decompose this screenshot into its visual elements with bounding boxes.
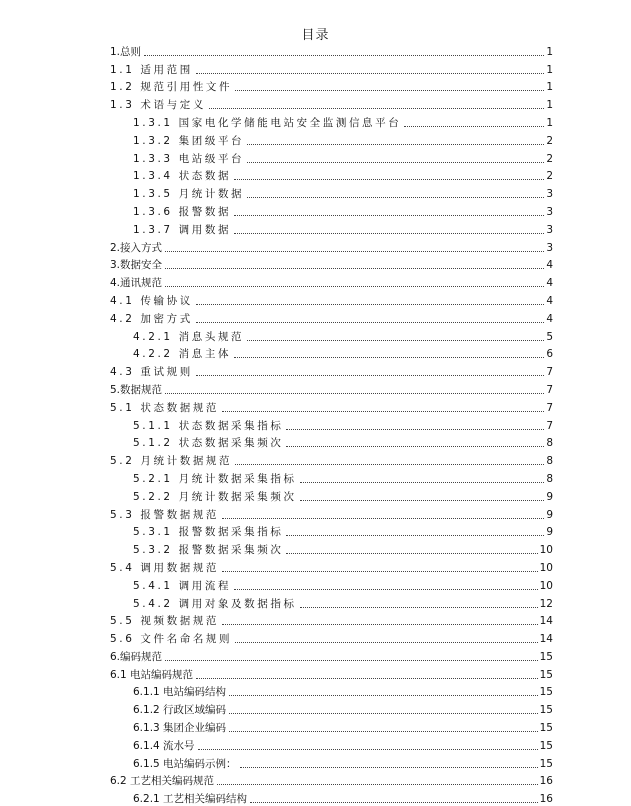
toc-leader-dots — [196, 322, 544, 323]
toc-entry-page-number: 3 — [546, 188, 553, 201]
toc-leader-dots — [286, 535, 544, 536]
toc-entry-page-number: 10 — [539, 544, 553, 557]
toc-entry-page-number: 2 — [546, 134, 553, 147]
toc-leader-dots — [165, 286, 544, 287]
toc-leader-dots — [222, 624, 538, 625]
toc-entry[interactable] — [110, 575, 553, 593]
toc-leader-dots — [300, 607, 538, 608]
toc-leader-dots — [198, 749, 538, 750]
toc-entry-page-number: 9 — [546, 490, 553, 503]
toc-entry-page-number: 9 — [546, 508, 553, 521]
toc-entry-page-number: 2 — [546, 152, 553, 165]
toc-title: 目录 — [301, 28, 330, 43]
toc-leader-dots — [286, 553, 537, 554]
toc-entry-page-number: 3 — [546, 241, 553, 254]
toc-entry-label: 5.4.1 调用流程 — [133, 579, 232, 592]
toc-entry-label: 1.3 术语与定义 — [110, 99, 206, 112]
toc-entry-label: 4.2.1 消息头规范 — [133, 330, 245, 343]
toc-entry[interactable] — [110, 237, 553, 255]
toc-entry-label: 4.3 重试规则 — [110, 366, 193, 379]
toc-leader-dots — [234, 215, 544, 216]
toc-entry-label: 4.2.2 消息主体 — [133, 348, 232, 361]
toc-entry[interactable] — [110, 450, 553, 468]
toc-entry-label: 1.3.2 集团级平台 — [133, 134, 245, 147]
toc-entry-label: 6.1 电站编码规范 — [110, 668, 194, 681]
toc-entry-page-number: 1 — [546, 45, 553, 58]
toc-entry-page-number: 7 — [546, 401, 553, 414]
toc-entry[interactable] — [110, 397, 553, 415]
toc-leader-dots — [247, 144, 544, 145]
toc-leader-dots — [222, 411, 544, 412]
toc-entry[interactable] — [110, 255, 553, 273]
toc-entry-page-number: 15 — [539, 722, 553, 735]
toc-entry[interactable] — [110, 415, 553, 433]
toc-entry-page-number: 16 — [539, 793, 553, 806]
toc-leader-dots — [235, 464, 544, 465]
toc-entry[interactable] — [110, 699, 553, 717]
toc-entry-page-number: 15 — [539, 704, 553, 717]
toc-entry[interactable] — [110, 219, 553, 237]
toc-leader-dots — [234, 233, 544, 234]
toc-entry-label: 1.总则 — [110, 45, 142, 58]
toc-entry-label: 5.3 报警数据规范 — [110, 508, 220, 521]
toc-entry-page-number: 7 — [546, 366, 553, 379]
toc-entry[interactable] — [110, 717, 553, 735]
toc-entry-label: 3.数据安全 — [110, 259, 163, 272]
toc-entry-label: 6.1.3 集团企业编码 — [133, 722, 227, 735]
toc-entry-page-number: 10 — [539, 579, 553, 592]
toc-leader-dots — [235, 642, 537, 643]
toc-leader-dots — [250, 802, 538, 803]
toc-entry-page-number: 7 — [546, 383, 553, 396]
toc-leader-dots — [217, 784, 538, 785]
toc-entry-label: 1.3.4 状态数据 — [133, 170, 232, 183]
toc-entry-label: 1.3.5 月统计数据 — [133, 188, 245, 201]
toc-entry-page-number: 3 — [546, 205, 553, 218]
toc-leader-dots — [404, 126, 544, 127]
toc-entry[interactable] — [110, 130, 553, 148]
toc-entry-label: 6.1.2 行政区域编码 — [133, 704, 227, 717]
toc-entry[interactable] — [110, 628, 553, 646]
toc-entry[interactable] — [110, 112, 553, 130]
toc-entry-label: 4.2 加密方式 — [110, 312, 193, 325]
toc-leader-dots — [286, 429, 544, 430]
toc-entry[interactable] — [110, 59, 553, 77]
toc-entry-page-number: 15 — [539, 739, 553, 752]
toc-leader-dots — [247, 197, 544, 198]
toc-entry-page-number: 8 — [546, 455, 553, 468]
toc-leader-dots — [229, 713, 538, 714]
toc-entry-page-number: 1 — [546, 81, 553, 94]
toc-leader-dots — [196, 678, 538, 679]
toc-entry-label: 5.数据规范 — [110, 383, 163, 396]
toc-entry[interactable] — [110, 94, 553, 112]
toc-list — [110, 41, 553, 806]
toc-entry-page-number: 4 — [546, 259, 553, 272]
toc-entry-page-number: 16 — [539, 775, 553, 788]
toc-leader-dots — [165, 393, 544, 394]
toc-entry-label: 5.6 文件名命名规则 — [110, 633, 233, 646]
toc-leader-dots — [165, 268, 544, 269]
toc-entry-page-number: 1 — [546, 116, 553, 129]
toc-entry-label: 5.5 视频数据规范 — [110, 615, 220, 628]
toc-entry-label: 6.2.1 工艺相关编码结构 — [133, 793, 248, 806]
toc-entry[interactable] — [110, 41, 553, 59]
toc-entry-page-number: 7 — [546, 419, 553, 432]
toc-entry-label: 5.4 调用数据规范 — [110, 561, 220, 574]
toc-entry[interactable] — [110, 504, 553, 522]
toc-entry-label: 5.2.1 月统计数据采集指标 — [133, 472, 297, 485]
toc-entry-label: 5.1 状态数据规范 — [110, 401, 220, 414]
toc-entry-label: 1.3.1 国家电化学储能电站安全监测信息平台 — [133, 116, 402, 129]
toc-entry[interactable] — [110, 166, 553, 184]
toc-leader-dots — [247, 162, 544, 163]
toc-leader-dots — [234, 179, 544, 180]
toc-leader-dots — [229, 731, 538, 732]
toc-leader-dots — [165, 251, 544, 252]
toc-entry-page-number: 14 — [539, 615, 553, 628]
toc-entry[interactable] — [110, 326, 553, 344]
toc-entry[interactable] — [110, 771, 553, 789]
toc-entry[interactable] — [110, 308, 553, 326]
toc-entry-page-number: 1 — [546, 99, 553, 112]
toc-entry-label: 5.3.2 报警数据采集频次 — [133, 544, 284, 557]
toc-entry-label: 2.接入方式 — [110, 241, 163, 254]
toc-leader-dots — [196, 375, 544, 376]
toc-entry-label: 1.1 适用范围 — [110, 63, 193, 76]
toc-entry-label: 4.通讯规范 — [110, 277, 163, 290]
toc-entry[interactable] — [110, 201, 553, 219]
toc-entry[interactable] — [110, 361, 553, 379]
toc-entry[interactable] — [110, 183, 553, 201]
toc-entry[interactable] — [110, 148, 553, 166]
toc-entry[interactable] — [110, 557, 553, 575]
toc-entry[interactable] — [110, 290, 553, 308]
toc-entry-label: 4.1 传输协议 — [110, 294, 193, 307]
toc-entry-page-number: 4 — [546, 294, 553, 307]
toc-leader-dots — [196, 73, 544, 74]
toc-leader-dots — [234, 589, 538, 590]
toc-leader-dots — [240, 767, 538, 768]
toc-entry[interactable] — [110, 77, 553, 95]
toc-entry-page-number: 15 — [539, 757, 553, 770]
toc-entry-page-number: 5 — [546, 330, 553, 343]
toc-entry-label: 5.1.1 状态数据采集指标 — [133, 419, 284, 432]
toc-entry-label: 6.1.1 电站编码结构 — [133, 686, 227, 699]
toc-entry-label: 5.2 月统计数据规范 — [110, 455, 233, 468]
toc-entry-label: 1.3.6 报警数据 — [133, 205, 232, 218]
toc-entry[interactable] — [110, 735, 553, 753]
toc-entry[interactable] — [110, 522, 553, 540]
toc-entry-label: 1.3.3 电站级平台 — [133, 152, 245, 165]
toc-leader-dots — [222, 571, 538, 572]
toc-leader-dots — [286, 446, 544, 447]
toc-entry[interactable] — [110, 682, 553, 700]
toc-leader-dots — [196, 304, 544, 305]
toc-leader-dots — [234, 357, 544, 358]
toc-entry-label: 5.2.2 月统计数据采集频次 — [133, 490, 297, 503]
toc-entry-label: 6.2 工艺相关编码规范 — [110, 775, 215, 788]
toc-entry[interactable] — [110, 788, 553, 806]
toc-entry-label: 1.3.7 调用数据 — [133, 223, 232, 236]
toc-entry-page-number: 1 — [546, 63, 553, 76]
toc-entry[interactable] — [110, 379, 553, 397]
toc-leader-dots — [235, 90, 544, 91]
toc-entry-page-number: 6 — [546, 348, 553, 361]
toc-entry[interactable] — [110, 433, 553, 451]
toc-entry-page-number: 12 — [539, 597, 553, 610]
toc-entry-label: 5.4.2 调用对象及数据指标 — [133, 597, 297, 610]
toc-entry[interactable] — [110, 753, 553, 771]
toc-entry-page-number: 14 — [539, 633, 553, 646]
toc-entry-page-number: 15 — [539, 650, 553, 663]
toc-leader-dots — [229, 695, 538, 696]
toc-entry[interactable] — [110, 539, 553, 557]
toc-leader-dots — [209, 108, 544, 109]
toc-entry-page-number: 3 — [546, 223, 553, 236]
toc-entry[interactable] — [110, 272, 553, 290]
toc-leader-dots — [165, 660, 538, 661]
toc-entry[interactable] — [110, 468, 553, 486]
toc-entry-page-number: 15 — [539, 668, 553, 681]
toc-leader-dots — [144, 55, 544, 56]
toc-leader-dots — [300, 482, 544, 483]
toc-leader-dots — [247, 340, 544, 341]
toc-entry[interactable] — [110, 646, 553, 664]
toc-entry-label: 6.1.4 流水号 — [133, 739, 195, 752]
toc-entry-page-number: 10 — [539, 561, 553, 574]
toc-leader-dots — [300, 500, 544, 501]
toc-leader-dots — [222, 518, 544, 519]
toc-entry-page-number: 4 — [546, 312, 553, 325]
toc-entry-page-number: 8 — [546, 472, 553, 485]
toc-entry-page-number: 2 — [546, 170, 553, 183]
toc-entry-page-number: 8 — [546, 437, 553, 450]
toc-entry-page-number: 9 — [546, 526, 553, 539]
toc-entry[interactable] — [110, 486, 553, 504]
toc-entry[interactable] — [110, 593, 553, 611]
toc-entry[interactable] — [110, 611, 553, 629]
toc-entry-label: 5.3.1 报警数据采集指标 — [133, 526, 284, 539]
toc-entry-page-number: 15 — [539, 686, 553, 699]
toc-entry-label: 5.1.2 状态数据采集频次 — [133, 437, 284, 450]
toc-entry-page-number: 4 — [546, 277, 553, 290]
toc-entry-label: 6.1.5 电站编码示例： — [133, 757, 237, 770]
toc-entry[interactable] — [110, 664, 553, 682]
toc-entry-label: 6.编码规范 — [110, 650, 163, 663]
toc-entry[interactable] — [110, 344, 553, 362]
toc-entry-label: 1.2 规范引用性文件 — [110, 81, 233, 94]
